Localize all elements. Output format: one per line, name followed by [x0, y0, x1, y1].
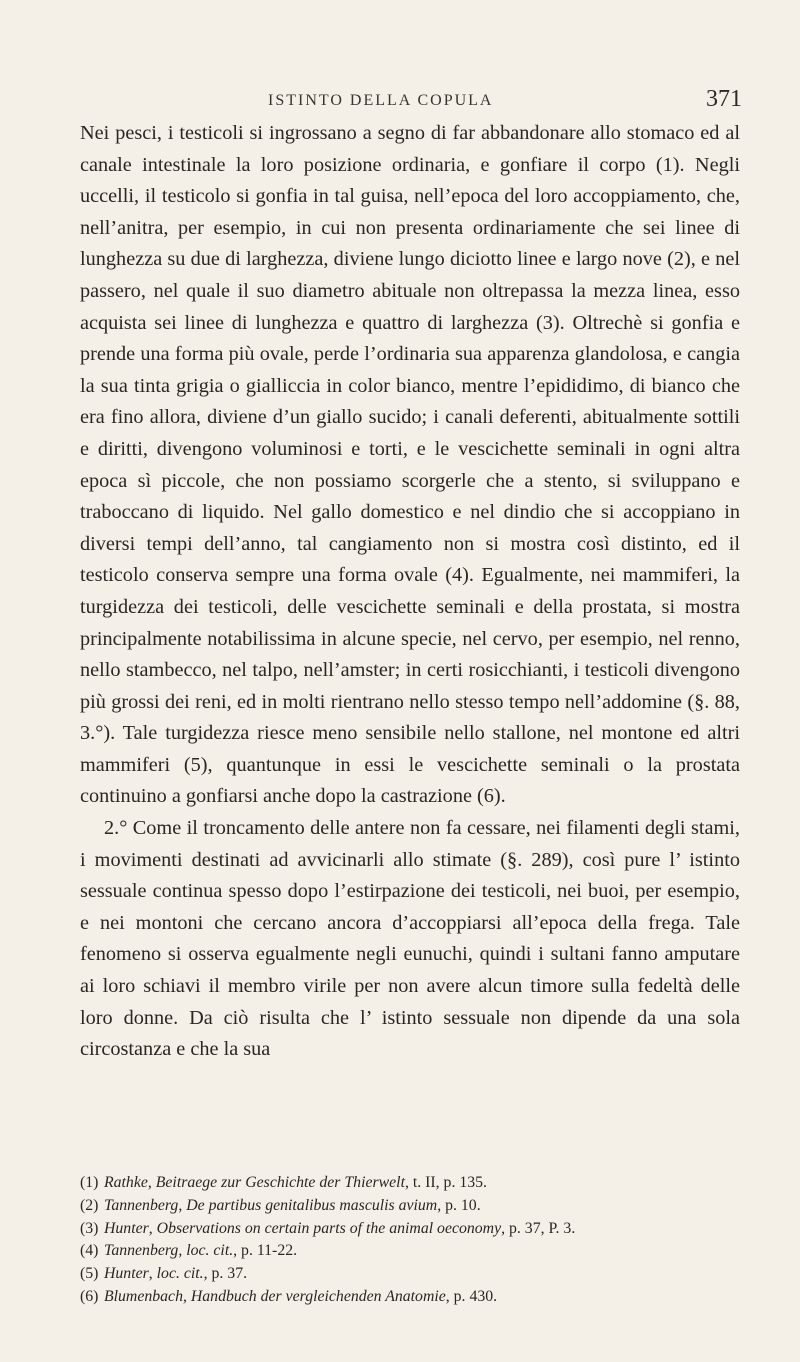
footnote: (1) Rathke, Beitraege zur Geschichte der Thierwelt, t. II, p. 135.	[80, 1172, 740, 1195]
footnote: (4) Tannenberg, loc. cit., p. 11-22.	[80, 1240, 740, 1263]
footnote-title: Handbuch der vergleichenden Anatomie	[190, 1287, 446, 1305]
footnote-title: Observations on certain parts of the animal oeconomy	[156, 1219, 502, 1237]
page-header	[0, 86, 800, 116]
footnote-title: Beitraege zur Geschichte der Thierwelt	[155, 1174, 405, 1191]
footnote-title: loc. cit.	[186, 1242, 234, 1260]
footnote-author: Hunter	[104, 1265, 149, 1283]
footnote-number: (1)	[80, 1174, 99, 1191]
footnote-title: De partibus genitalibus masculis avium	[186, 1196, 438, 1214]
footnote: (2) Tannenberg, De partibus genitalibus masculis avium, p. 10.	[80, 1195, 740, 1218]
paragraph: Nei pesci, i testicoli si ingrossano a segno di far abbandonare allo stomaco ed al canale intestinale la loro posizione ordinaria, e gonfiare il corpo (1). Negli uccelli, il testicolo si gonfia in tal guisa, nell’epoca del loro accoppiamento, che, nell’anitra, per esempio, in cui non presenta ordinariamente che sei linee di lunghezza su due di larghezza, diviene lungo diciotto linee e largo nove (2), e nel passero, nel quale il suo diametro abituale non oltrepassa la mezza linea, esso acquista sei linee di lunghezza e quattro di larghezza (3). Oltrechè si gonfia e prende una forma più ovale, perde l’ordinaria sua apparenza glandolosa, e cangia la sua tinta grigia o gialliccia in color bianco, mentre l’epididimo, di bianco che era fino allora, diviene d’un giallo sucido; i canali deferenti, abitualmente sottili e diritti, divengono voluminosi e torti, e le vescichette seminali in ogni altra epoca sì piccole, che non possiamo scorgerle che a stento, si sviluppano e traboccano di liquido. Nel gallo domestico e nel dindio che si accoppiano in diversi tempi dell’anno, tal cangiamento non si mostra così distinto, ed il testicolo conserva sempre una forma ovale (4). Egualmente, nei mammiferi, la turgidezza dei testicoli, delle vescichette seminali e della prostata, si mostra principalmente notabilissima in alcune specie, nel cervo, per esempio, nel renno, nello stambecco, nel talpo, nell’amster; in certi rosicchianti, i testicoli divengono più grossi dei reni, ed in molti rientrano nello stesso tempo nell’addomine (§. 88, 3.°). Tale turgidezza riesce meno sensibile nello stallone, nel montone ed altri mammiferi (5), quantunque in essi le vescichette seminali o la prostata continuino a gonfiarsi anche dopo la castrazione (6).	[80, 122, 740, 808]
footnote-reference: , p. 10.	[437, 1196, 481, 1214]
footnote-reference: , t. II, p. 135.	[404, 1174, 487, 1191]
footnote: (6) Blumenbach, Handbuch der vergleichenden Anatomie, p. 430.	[80, 1286, 740, 1309]
running-head: ISTINTO DELLA COPULA	[268, 92, 494, 109]
footnote: (5) Hunter, loc. cit., p. 37.	[80, 1263, 740, 1286]
footnote-reference: , p. 37, P. 3.	[501, 1219, 576, 1237]
footnote-number: (5)	[80, 1265, 99, 1283]
footnotes	[80, 1172, 740, 1309]
footnote-author: Tannenberg	[104, 1242, 179, 1260]
footnote-number: (3)	[80, 1219, 99, 1237]
footnote-author: Blumenbach	[104, 1287, 183, 1305]
page-number: 371	[706, 86, 742, 112]
body-text	[80, 118, 740, 1066]
footnote-author: Hunter	[104, 1219, 149, 1237]
footnote-number: (2)	[80, 1196, 99, 1214]
footnote-reference: , p. 11-22.	[233, 1242, 298, 1260]
footnote-title: loc. cit.	[156, 1265, 204, 1283]
footnote-reference: , p. 430.	[445, 1287, 498, 1305]
footnote-author: Rathke	[104, 1174, 148, 1191]
footnote-number: (4)	[80, 1242, 99, 1260]
footnote-number: (6)	[80, 1287, 99, 1305]
footnote-author: Tannenberg	[104, 1196, 179, 1214]
paragraph: 2.° Come il troncamento delle antere non fa cessare, nei filamenti degli stami, i movimenti destinati ad avvicinarli allo stimate (§. 289), così pure l’ istinto sessuale continua spesso dopo l’estirpazione dei testicoli, nei buoi, per esempio, e nei montoni che cercano ancora d’accoppiarsi all’epoca della frega. Tale fenomeno si osserva egualmente negli eunuchi, quindi i sultani fanno amputare ai loro schiavi il membro virile per non avere alcun timore sulla fedeltà delle loro donne. Da ciò risulta che l’ istinto sessuale non dipende da una sola circostanza e che la sua	[80, 817, 740, 1061]
footnote: (3) Hunter, Observations on certain parts of the animal oeconomy, p. 37, P. 3.	[80, 1218, 740, 1241]
footnote-reference: , p. 37.	[203, 1265, 248, 1283]
